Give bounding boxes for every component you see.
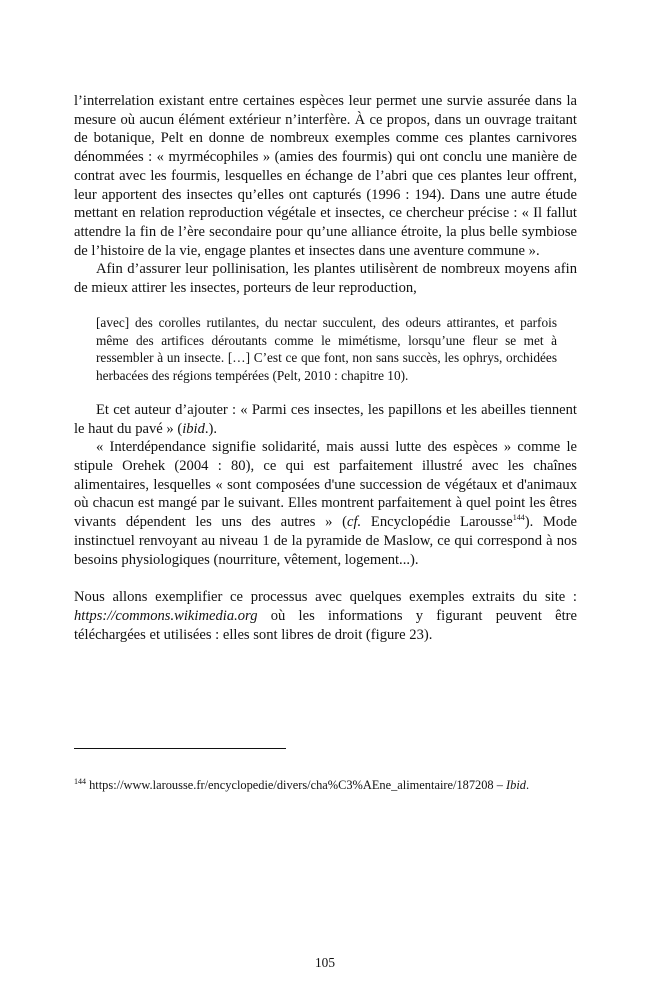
page-body	[74, 92, 577, 644]
footnote-url[interactable]: https://www.larousse.fr/encyclopedie/divers/cha%C3%AEne_alimentaire/187208 –	[86, 778, 507, 792]
paragraph-5	[74, 588, 577, 644]
paragraph-4-mid: Encyclopédie Larousse	[361, 514, 513, 531]
paragraph-3	[74, 401, 577, 438]
footnote-ref[interactable]: 144	[512, 513, 525, 523]
block-quote: [avec] des corolles rutilantes, du nectar succulent, des odeurs attirantes, et parfois même des artifices déroutants comme le mimétisme, lorsqu’une fleur se met à ressembler à un insecte. […] C’est ce que font, non sans succès, les ophrys, orchidées herbacées des régions tempérées (Pelt, 2010 : chapitre 10).	[96, 314, 557, 384]
paragraph-1: l’interrelation existant entre certaines espèces leur permet une survie assurée dans la mesure où aucun élément extérieur n’interfère. À ce propos, dans un ouvrage traitant de botanique, Pelt en donne de nombreux exemples comme ces plantes carnivores dénommées : « myrmécophiles » (amies des fourmis) qui ont conclu une manière de contrat avec les fourmis, lesquelles en échange de l’abri que ces plantes leur offrent, leur apportent des insectes qu’elles ont capturés (1996 : 194). Dans une autre étude mettant en relation reproduction végétale et insectes, ce chercheur précise : « Il fallut attendre la fin de l’ère secondaire pour qu’une alliance étroite, la plus belle symbiose de l’histoire de la vie, engage plantes et insectes dans une aventure commune ».	[74, 93, 577, 259]
paragraph-5-end: où les informations y figurant peuvent être téléchargées et utilisées : elles sont libres de droit (figure 23).	[74, 607, 577, 643]
paragraph-3-text: Et cet auteur d’ajouter : « Parmi ces insectes, les papillons et les abeilles tiennent le haut du pavé » (	[74, 401, 577, 437]
footnote	[74, 777, 584, 793]
cf-italic: cf.	[347, 514, 362, 531]
footnote-divider	[74, 748, 286, 749]
footnote-ibid: Ibid	[506, 778, 526, 792]
ibid-italic: ibid	[182, 420, 205, 437]
paragraph-3-end: .).	[204, 420, 218, 437]
paragraph-spacer	[74, 569, 577, 588]
footnote-number: 144	[74, 776, 86, 786]
wikimedia-link[interactable]: https://commons.wikimedia.org	[74, 607, 258, 624]
paragraph-2: Afin d’assurer leur pollinisation, les plantes utilisèrent de nombreux moyens afin de mieux attirer les insectes, porteurs de leur reproduction,	[74, 261, 577, 297]
paragraph-4-end: ). Mode instinctuel renvoyant au niveau 1 de la pyramide de Maslow, ce qui correspond à nos besoins physiologiques (nourriture, vêtement, logement...).	[74, 514, 577, 568]
paragraph-4-text: « Interdépendance signifie solidarité, mais aussi lutte des espèces » comme le stipule Orehek (2004 : 80), ce qui est parfaitement illustré avec les chaînes alimentaires, lesquelles « sont composées d'une succession de végétaux et d'animaux où chacun est mangé par le suivant. Elles montrent parfaitement à quel point les êtres vivants dépendent les uns des autres » (	[74, 439, 577, 531]
paragraph-5-text: Nous allons exemplifier ce processus avec quelques exemples extraits du site :	[74, 589, 577, 606]
paragraph-4	[74, 438, 577, 569]
footnote-end: .	[526, 778, 530, 792]
page-number: 105	[315, 955, 335, 970]
